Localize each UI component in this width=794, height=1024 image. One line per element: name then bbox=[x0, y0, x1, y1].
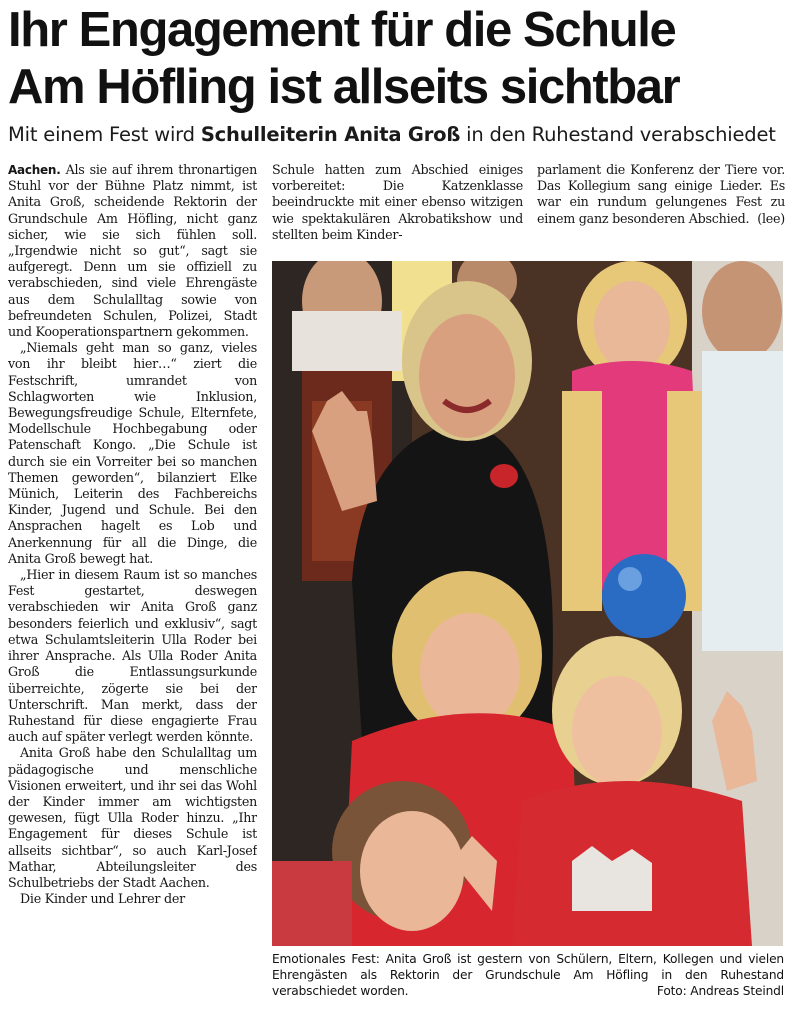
headline bbox=[8, 2, 788, 116]
subheadline-pre: Mit einem Fest wird bbox=[8, 123, 201, 146]
paragraph bbox=[8, 162, 257, 340]
caption-text: Emotionales Fest: Anita Groß ist gestern von Schülern, Eltern, Kollegen und vielen Ehrengästen als Rektorin der Grundschule Am Höfling in den Ruhestand verabschiedet worden. bbox=[272, 952, 784, 998]
article-photo bbox=[272, 261, 783, 946]
photo-illustration bbox=[272, 261, 783, 946]
article-column-1 bbox=[8, 162, 257, 1012]
paragraph bbox=[537, 162, 785, 227]
subheadline-post: in den Ruhestand verabschiedet bbox=[460, 123, 776, 146]
subheadline-bold: Schulleiterin Anita Groß bbox=[200, 123, 461, 146]
headline-line-2: Am Höfling ist allseits sichtbar bbox=[8, 60, 680, 114]
paragraph-text: parlament die Konferenz der Tiere vor. Das Kollegium sang einige Lieder. Es war ein rundum gelungenes Fest zu einem ganz besonderen Abschied. bbox=[537, 162, 785, 226]
paragraph-text: Als sie auf ihrem thronartigen Stuhl vor der Bühne Platz nimmt, ist Anita Groß, scheidende Rektorin der Grundschule Am Höfling, nicht ganz sicher, wie sie sich fühlen soll. „Irgendwie nicht so gut“, sagt sie aufgeregt. Denn um sie offiziell zu verabschieden, sind viele Ehrengäste aus dem Schulalltag sowie von befreundeten Schulen, Polizei, Stadt und Kooperationspartnern gekommen. bbox=[8, 162, 257, 340]
paragraph: „Hier in diesem Raum ist so manches Fest gestartet, deswegen verabschieden wir Anita Groß ganz besonders feierlich und exklusiv“, sagt etwa Schulamtsleiterin Ulla Roder bei ihrer Ansprache. Als Ulla Roder Anita Groß die Entlassungsurkunde überreichte, zögerte sie bei der Unterschrift. Man merkt, dass der Ruhestand für diese engagierte Frau auch auf später verlegt werden könnte. bbox=[8, 567, 257, 745]
paragraph: Schule hatten zum Abschied einiges vorbereitet: Die Katzenklasse beeindruckte mit einer ebenso witzigen wie spektakulären Akrobatikshow und stellten beim Kinder- bbox=[272, 162, 523, 242]
photo-credit: Foto: Andreas Steindl bbox=[656, 984, 784, 998]
headline-line-1: Ihr Engagement für die Schule bbox=[8, 3, 676, 57]
article-column-2 bbox=[272, 162, 523, 258]
photo-caption bbox=[272, 951, 784, 999]
subheadline bbox=[8, 122, 788, 148]
paragraph: Die Kinder und Lehrer der bbox=[20, 891, 185, 907]
dateline: Aachen. bbox=[8, 163, 61, 177]
paragraph: Anita Groß habe den Schulalltag um pädagogische und menschliche Visionen erweitert, und ihr sei das Wohl der Kinder immer am wichtigsten gewesen, fügt Ulla Roder hinzu. „Ihr Engagement für dieses Schule ist allseits sichtbar“, so auch Karl-Josef Mathar, Abteilungsleiter des Schulbetriebs der Stadt Aachen. bbox=[8, 745, 257, 890]
author-tag: (lee) bbox=[757, 210, 785, 226]
article-column-3 bbox=[537, 162, 785, 258]
paragraph: „Niemals geht man so ganz, vieles von ihr bleibt hier…“ ziert die Festschrift, umrandet von Schlagworten wie Inklusion, Bewegungsfreudige Schule, Elternfete, Modellschule Hochbegabung oder Patenschaft Kongo. „Die Schule ist durch sie ein Vorreiter bei so manchen Themen geworden“, bilanziert Elke Münich, Leiterin des Fachbereichs Kinder, Jugend und Schule. Bei den Ansprachen hagelt es Lob und Anerkennung für all die Dinge, die Anita Groß bewegt hat. bbox=[8, 340, 257, 566]
